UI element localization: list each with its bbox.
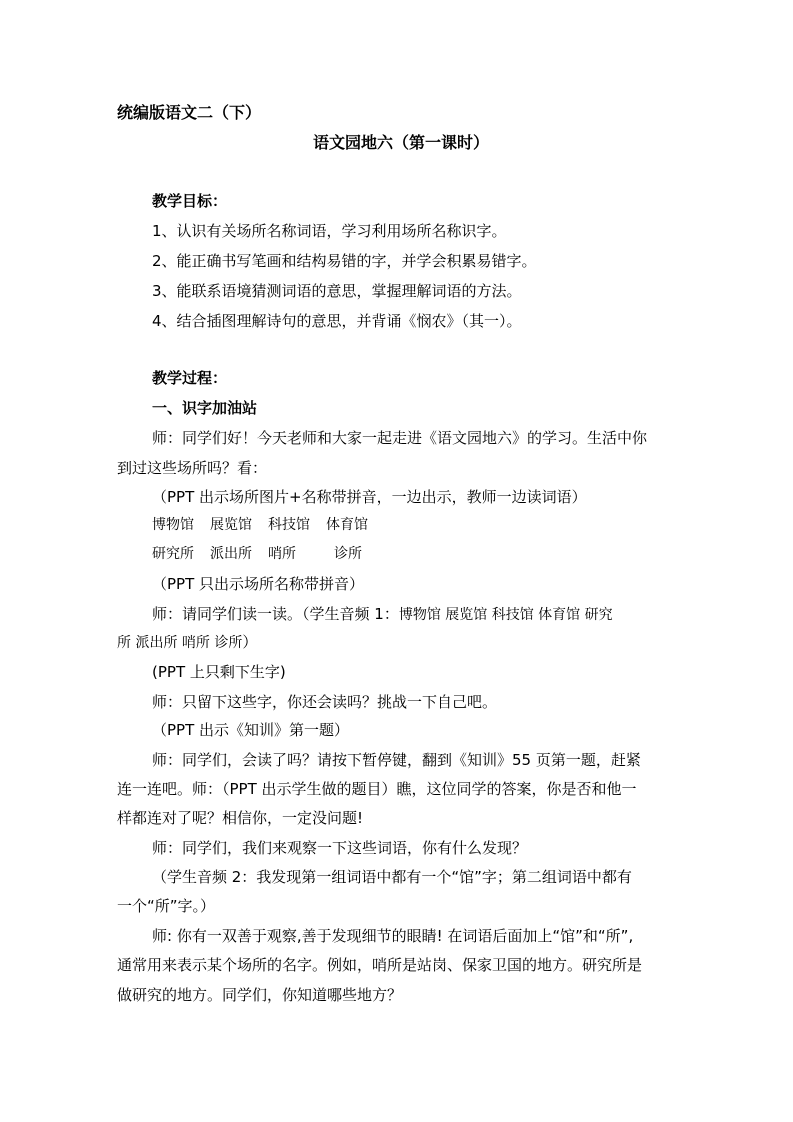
text-run: 所 派出所 哨所 诊所	[117, 635, 243, 651]
text-run: ）	[242, 633, 258, 651]
paragraph-line: 师：只留下这些字，你还会读吗？挑战一下自己吧。	[152, 693, 498, 711]
section-heading: 一、识字加油站	[152, 399, 258, 417]
word-item: 博物馆	[152, 517, 194, 533]
objectives-heading: 教学目标：	[152, 192, 228, 210]
paragraph-line: 一个“所”字。）	[117, 897, 216, 915]
ppt-note: （PPT 只出示场所名称带拼音）	[152, 575, 365, 593]
ppt-note: （PPT 出示场所图片+名称带拼音，一边出示，教师一边读词语）	[152, 488, 587, 506]
word-item: 体育馆	[326, 517, 368, 533]
paragraph-line: 连一连吧。师：（PPT 出示学生做的题目）瞧，这位同学的答案，你是否和他一	[117, 780, 637, 798]
ppt-note: (PPT 上只剩下生字)	[152, 663, 286, 681]
paragraph-line: 师：同学们好！今天老师和大家一起走进《语文园地六》的学习。生活中你	[152, 429, 648, 447]
paragraph-line: 做研究的地方。同学们，你知道哪些地方？	[117, 986, 403, 1004]
paragraph-line: 通常用来表示某个场所的名字。例如，哨所是站岗、保家卫国的地方。研究所是	[117, 956, 643, 974]
edition-label: 统编版语文二（下）	[117, 103, 262, 122]
paragraph-line: （学生音频 2：我发现第一组词语中都有一个“馆”字；第二组词语中都有	[152, 868, 632, 886]
word-item: 科技馆	[268, 517, 310, 533]
paragraph-line: 师：同学们，会读了吗？请按下暂停键，翻到《知训》55 页第一题，赶紧	[152, 751, 641, 769]
objective-item: 1、认识有关场所名称词语，学习利用场所名称识字。	[152, 222, 507, 240]
text-run: 师：请同学们读一读。（学生音频 1：	[152, 605, 399, 623]
paragraph-line: 师: 你有一双善于观察,善于发现细节的眼睛! 在词语后面加上“馆”和“所”,	[152, 927, 634, 945]
word-row	[152, 544, 378, 564]
word-item: 诊所	[334, 546, 362, 562]
paragraph-line	[152, 604, 613, 625]
word-row	[152, 515, 384, 535]
objective-item: 4、结合插图理解诗句的意思，并背诵《悯农》（其一）。	[152, 312, 522, 330]
text-run: 博物馆 展览馆 科技馆 体育馆 研究	[398, 607, 613, 623]
page-title: 语文园地六（第一课时）	[313, 133, 490, 152]
paragraph-line: 到过这些场所吗？看：	[117, 459, 268, 477]
word-item: 研究所	[152, 546, 194, 562]
objective-item: 3、能联系语境猜测词语的意思，掌握理解词语的方法。	[152, 282, 522, 300]
process-heading: 教学过程：	[152, 369, 228, 387]
objective-item: 2、能正确书写笔画和结构易错的字，并学会积累易错字。	[152, 252, 537, 270]
word-item: 展览馆	[210, 517, 252, 533]
paragraph-line: 师：同学们，我们来观察一下这些词语，你有什么发现？	[152, 839, 528, 857]
paragraph-line: 样都连对了呢？相信你，一定没问题!	[117, 809, 364, 827]
word-item: 哨所	[268, 546, 296, 562]
word-item: 派出所	[210, 546, 252, 562]
paragraph-line	[117, 632, 257, 653]
ppt-note: （PPT 出示《知训》第一题）	[152, 721, 350, 739]
